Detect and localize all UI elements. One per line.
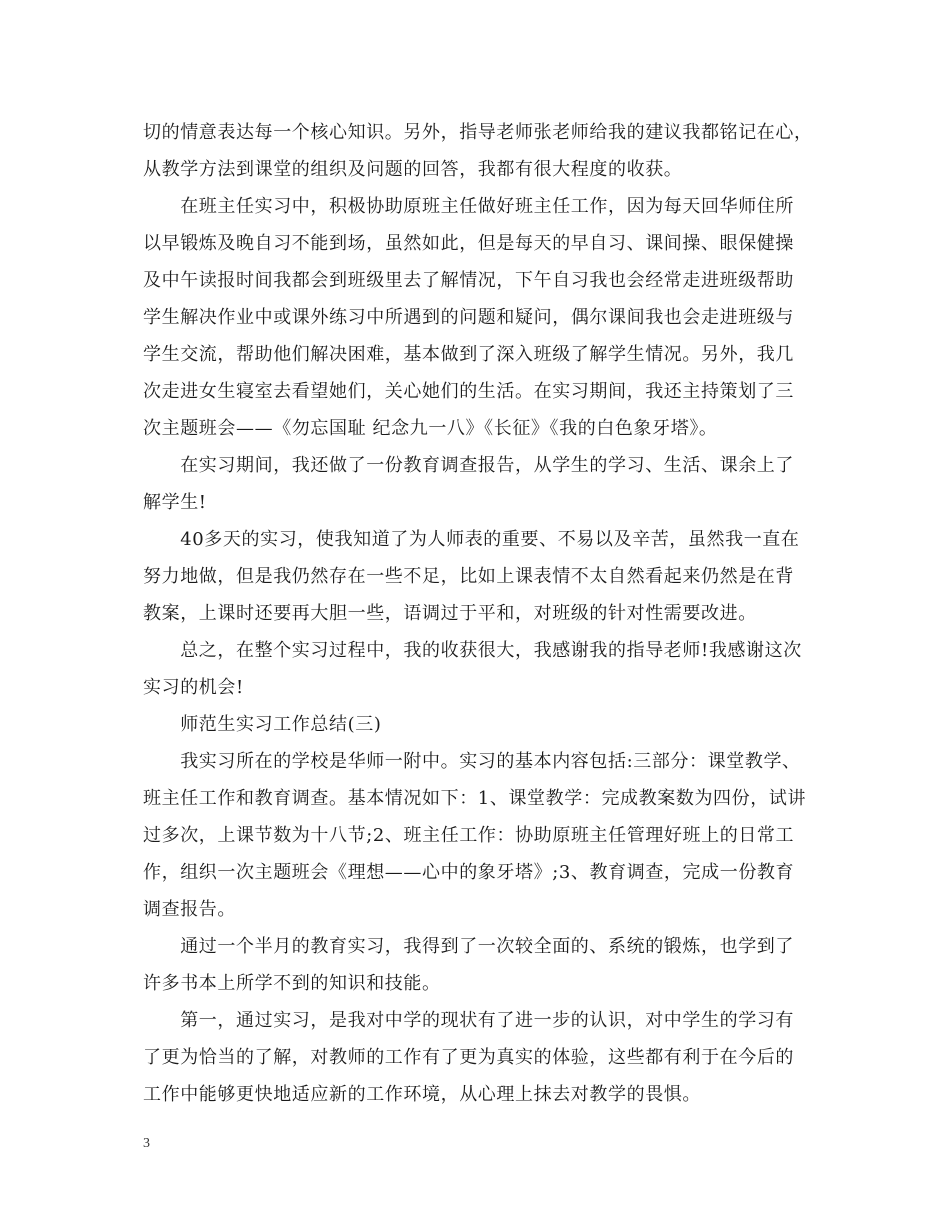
text-line: 40多天的实习，使我知道了为人师表的重要、不易以及辛苦，虽然我一直在 [143, 529, 800, 550]
text-line: 第一，通过实习，是我对中学的现状有了进一步的认识，对中学生的学习有 [143, 1010, 794, 1031]
text-line: 学生交流，帮助他们解决困难，基本做到了深入班级了解学生情况。另外，我几 [143, 344, 794, 365]
text-line: 在实习期间，我还做了一份教育调查报告，从学生的学习、生活、课余上了 [143, 455, 794, 476]
text-line: 作，组织一次主题班会《理想——心中的象牙塔》;3、教育调查，完成一份教育 [143, 862, 795, 883]
page-number: 3 [143, 1136, 150, 1151]
text-line: 实习的机会! [143, 677, 244, 698]
text-line: 解学生! [143, 492, 207, 513]
text-line: 调查报告。 [143, 899, 236, 920]
text-line: 我实习所在的学校是华师一附中。实习的基本内容包括:三部分：课堂教学、 [143, 751, 801, 772]
text-line: 从教学方法到课堂的组织及问题的回答，我都有很大程度的收获。 [143, 159, 683, 180]
text-line: 及中午读报时间我都会到班级里去了解情况，下午自习我也会经常走进班级帮助 [143, 270, 794, 291]
text-line: 教案，上课时还要再大胆一些，语调过于平和，对班级的针对性需要改进。 [143, 603, 757, 624]
text-line: 许多书本上所学不到的知识和技能。 [143, 973, 441, 994]
body-text [143, 114, 813, 1113]
text-line: 了更为恰当的了解，对教师的工作有了更为真实的体验，这些都有利于在今后的 [143, 1047, 794, 1068]
text-line: 努力地做，但是我仍然存在一些不足，比如上课表情不太自然看起来仍然是在背 [143, 566, 794, 587]
text-line: 工作中能够更快地适应新的工作环境，从心理上抹去对教学的畏惧。 [143, 1084, 701, 1105]
text-line: 学生解决作业中或课外练习中所遇到的问题和疑问，偶尔课间我也会走进班级与 [143, 307, 794, 328]
text-line: 过多次，上课节数为十八节;2、班主任工作：协助原班主任管理好班上的日常工 [143, 825, 795, 846]
text-line: 次主题班会——《勿忘国耻 纪念九一八》《长征》《我的白色象牙塔》。 [143, 418, 718, 439]
text-line: 切的情意表达每一个核心知识。另外，指导老师张老师给我的建议我都铭记在心， [143, 122, 813, 143]
text-line: 班主任工作和教育调查。基本情况如下：1、课堂教学：完成教案数为四份，试讲 [143, 788, 807, 809]
section-heading: 师范生实习工作总结(三) [143, 714, 382, 735]
text-line: 以早锻炼及晚自习不能到场，虽然如此，但是每天的早自习、课间操、眼保健操 [143, 233, 794, 254]
text-line: 通过一个半月的教育实习，我得到了一次较全面的、系统的锻炼，也学到了 [143, 936, 794, 957]
text-line: 次走进女生寝室去看望她们，关心她们的生活。在实习期间，我还主持策划了三 [143, 381, 794, 402]
text-line: 在班主任实习中，积极协助原班主任做好班主任工作，因为每天回华师住所 [143, 196, 794, 217]
text-line: 总之，在整个实习过程中，我的收获很大，我感谢我的指导老师!我感谢这次 [143, 640, 802, 661]
